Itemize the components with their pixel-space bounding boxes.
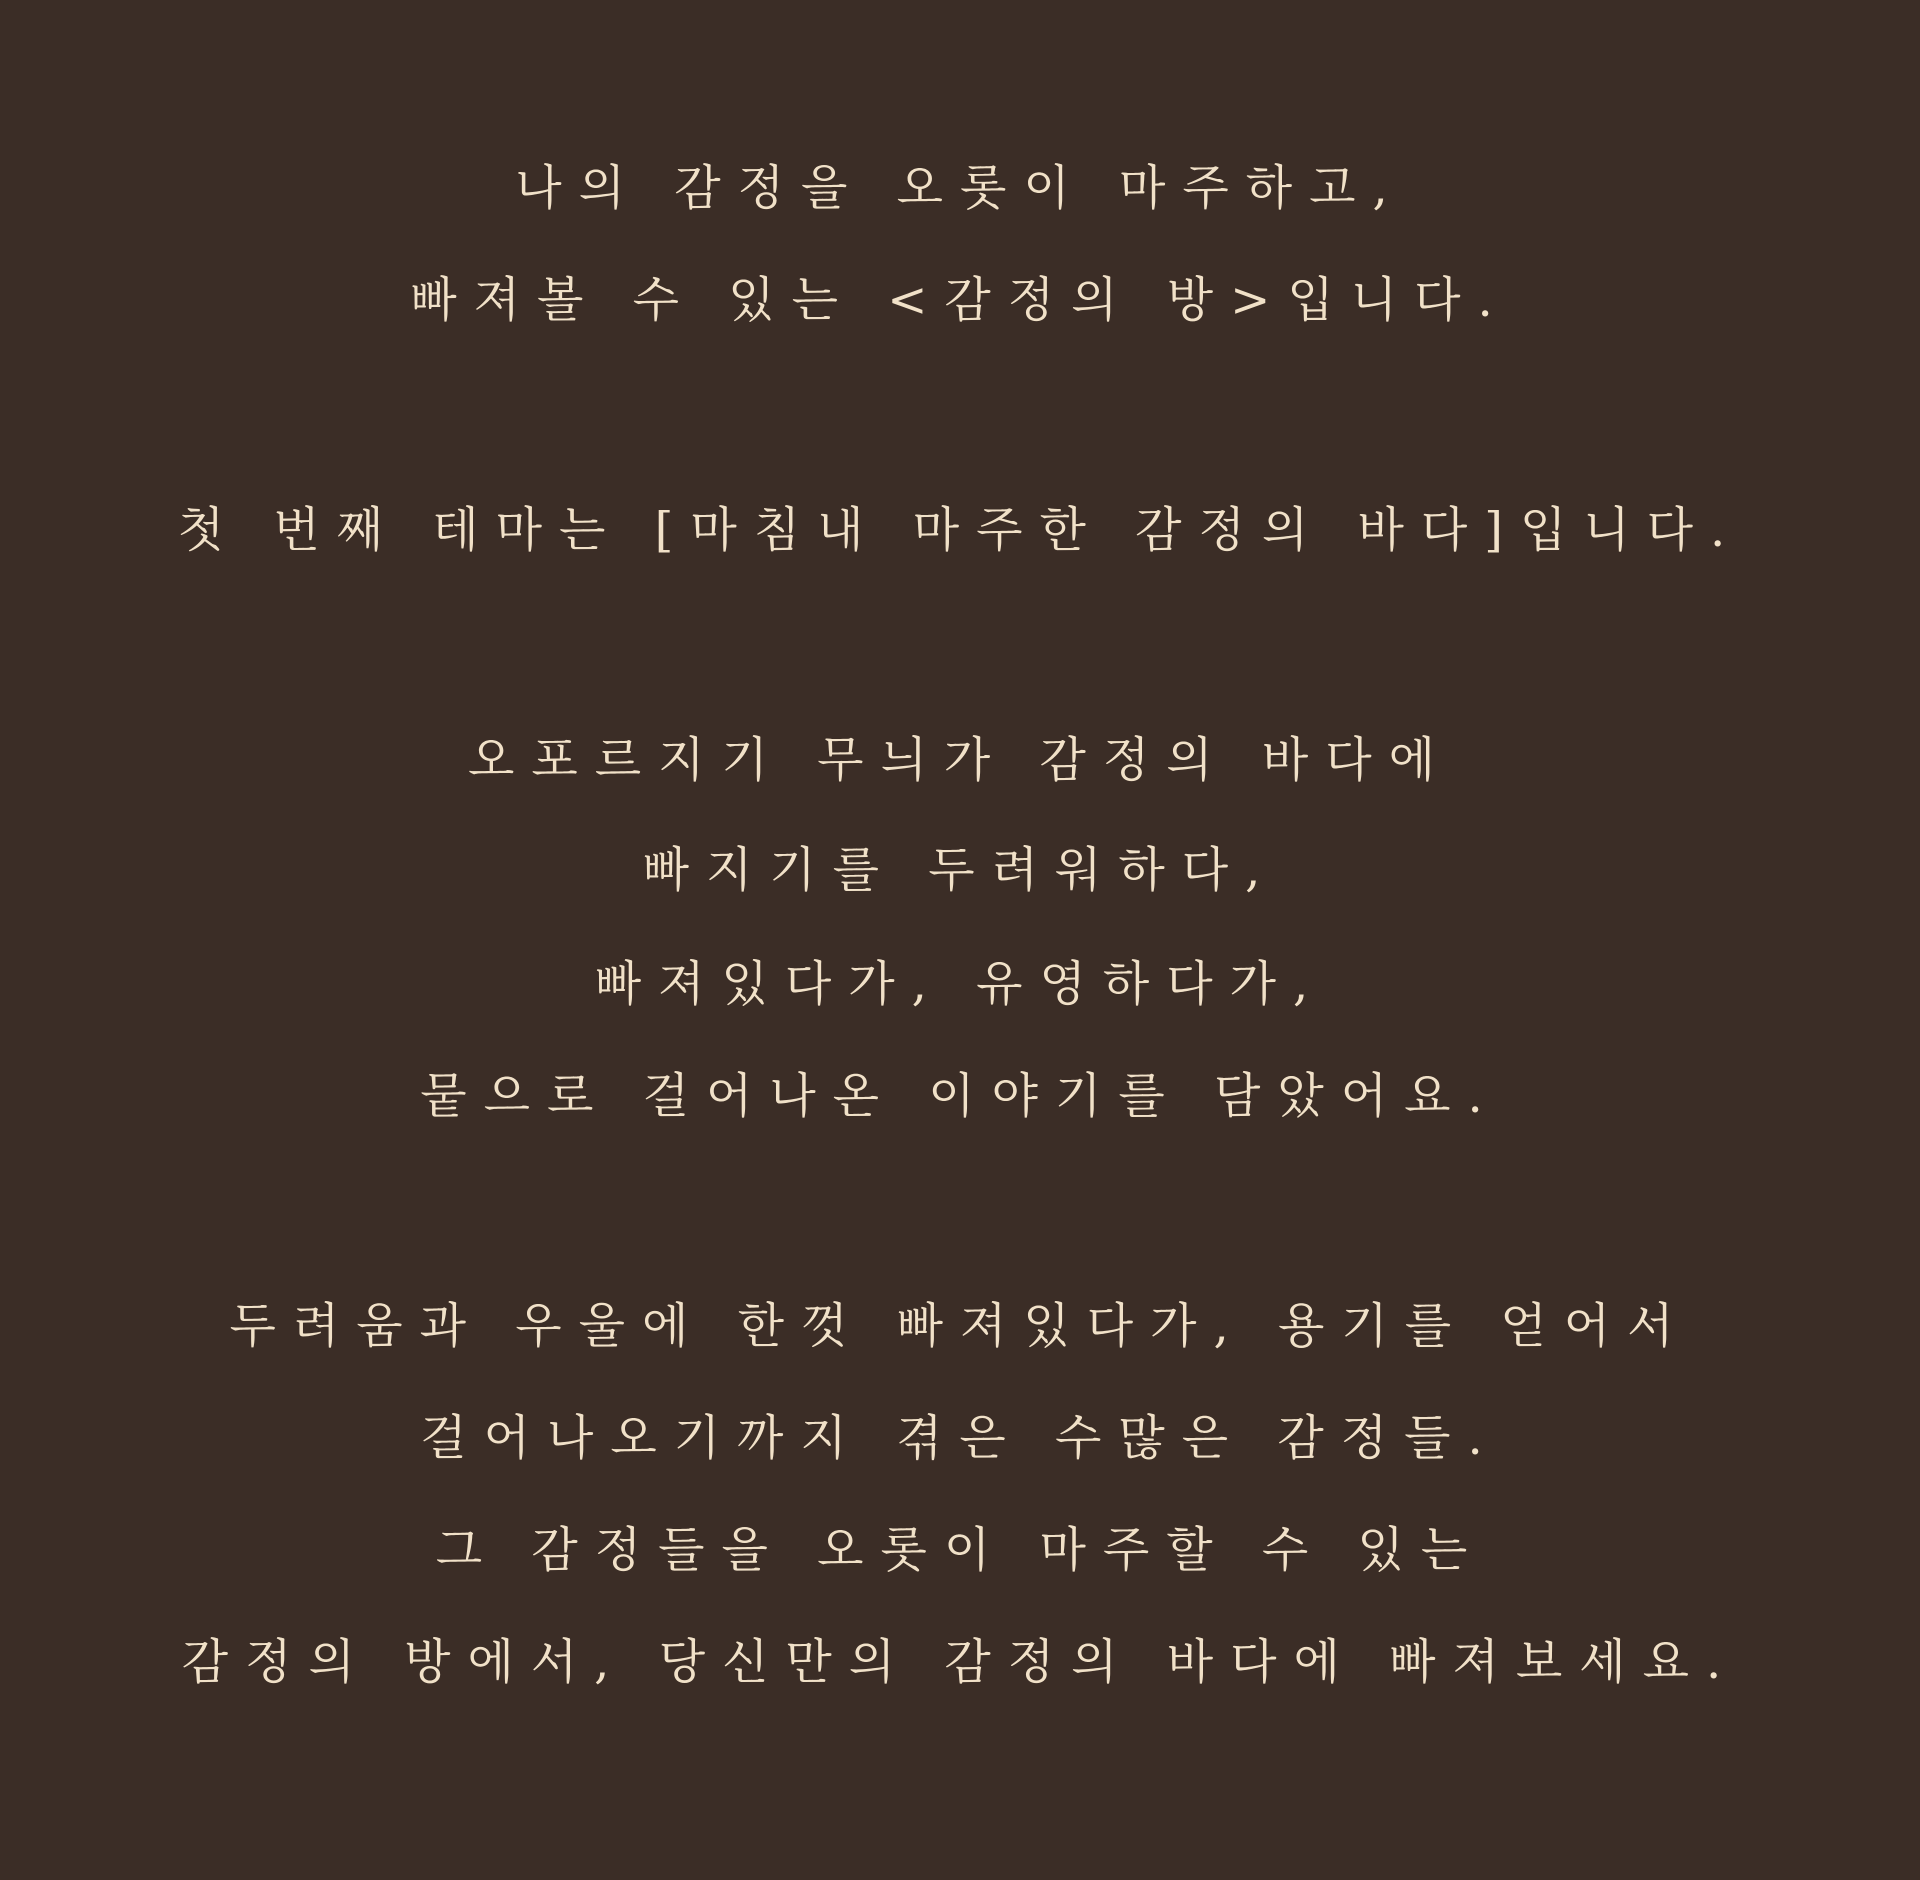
intro-line-1: 나의 감정을 오롯이 마주하고, — [515, 160, 1405, 216]
story-line-2: 빠지기를 두려워하다, — [642, 842, 1278, 898]
story-line-1: 오포르지기 무늬가 감정의 바다에 — [468, 732, 1452, 788]
story-line-3: 빠져있다가, 유영하다가, — [594, 956, 1326, 1012]
intro-line-2: 빠져볼 수 있는 <감정의 방>입니다. — [410, 272, 1510, 328]
invite-line-4: 감정의 방에서, 당신만의 감정의 바다에 빠져보세요. — [181, 1634, 1739, 1690]
invite-line-2: 걸어나오기까지 겪은 수많은 감정들. — [420, 1410, 1500, 1466]
theme-line: 첫 번째 테마는 [마침내 마주한 감정의 바다]입니다. — [177, 502, 1743, 558]
story-line-4: 뭍으로 걸어나온 이야기를 담았어요. — [420, 1068, 1500, 1124]
invite-line-3: 그 감정들을 오롯이 마주할 수 있는 — [435, 1522, 1485, 1578]
invite-line-1: 두려움과 우울에 한껏 빠져있다가, 용기를 얻어서 — [229, 1298, 1691, 1354]
